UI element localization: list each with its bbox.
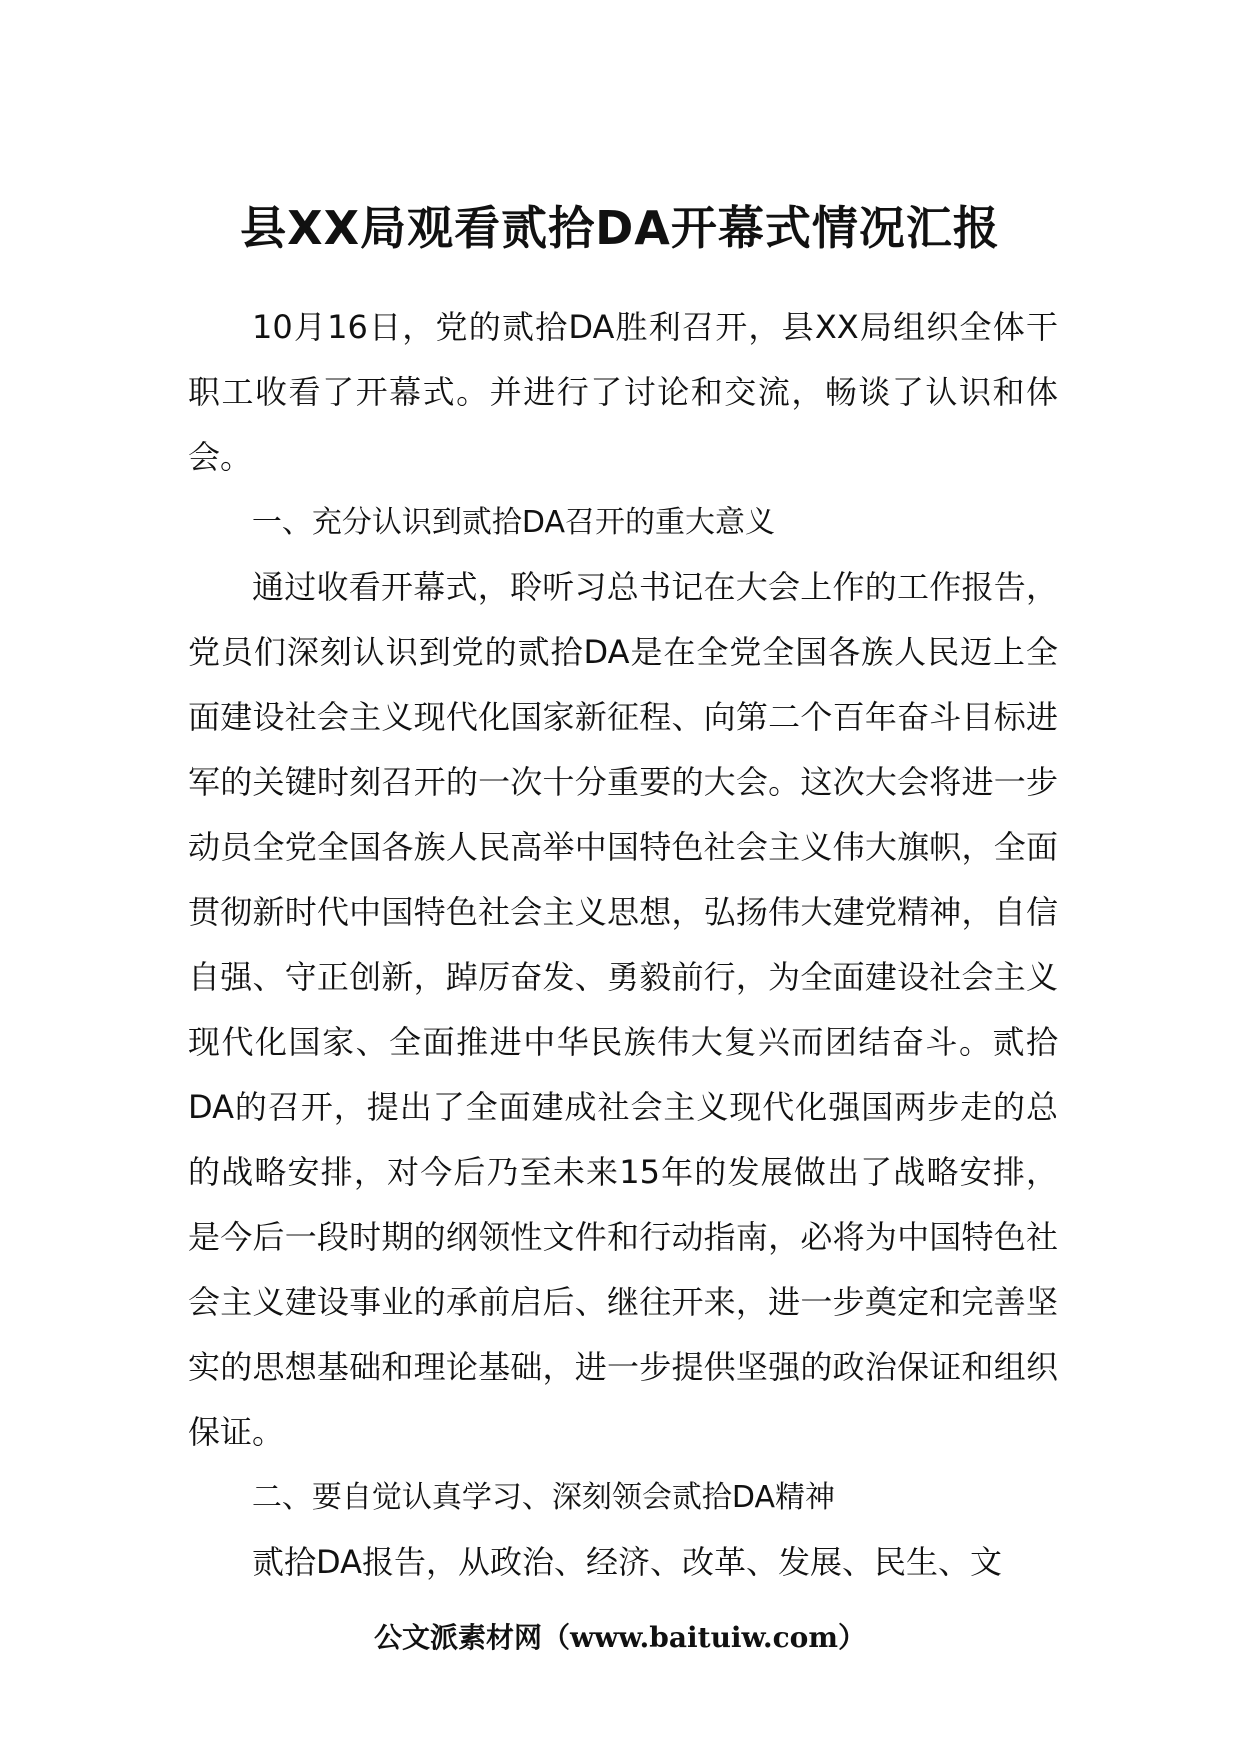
section-heading-1: 一、充分认识到贰拾DA召开的重大意义 bbox=[251, 505, 775, 540]
section-body-1: 通过收看开幕式，聆听习总书记在大会上作的工作报告，党员们深刻认识到党的贰拾DA是在全党全国各族人民迈上全面建设社会主义现代化国家新征程、向第二个百年奋斗目标进军的关键时刻召开的一次十分重要的大会。这次大会将进一步动员全党全国各族人民高举中国特色社会主义伟大旗帜，全面贯彻新时代中国特色社会主义思想，弘扬伟大建党精神，自信自强、守正创新，踔厉奋发、勇毅前行，为全面建设社会主义现代化国家、全面推进中华民族伟大复兴而团结奋斗。贰拾DA的召开，提出了全面建成社会主义现代化强国两步走的总的战略安排，对今后乃至未来15年的发展做出了战略安排，是今后一段时期的纲领性文件和行动指南，必将为中国特色社会主义建设事业的承前启后、继往开来，进一步奠定和完善坚实的思想基础和理论基础，进一步提供坚强的政治保证和组织保证。 bbox=[188, 568, 1058, 1451]
section-body-2: 贰拾DA报告，从政治、经济、改革、发展、民生、文 bbox=[252, 1543, 1002, 1581]
section-heading-2: 二、要自觉认真学习、深刻领会贰拾DA精神 bbox=[251, 1480, 835, 1515]
intro-paragraph: 10月16日，党的贰拾DA胜利召开，县XX局组织全体干职工收看了开幕式。并进行了讨论和交流，畅谈了认识和体会。 bbox=[188, 308, 1058, 476]
document-body bbox=[188, 295, 1058, 1595]
footer-watermark: 公文派素材网（www.baituiw.com） bbox=[374, 1621, 866, 1654]
document-title: 县XX局观看贰拾DA开幕式情况汇报 bbox=[240, 201, 1000, 255]
